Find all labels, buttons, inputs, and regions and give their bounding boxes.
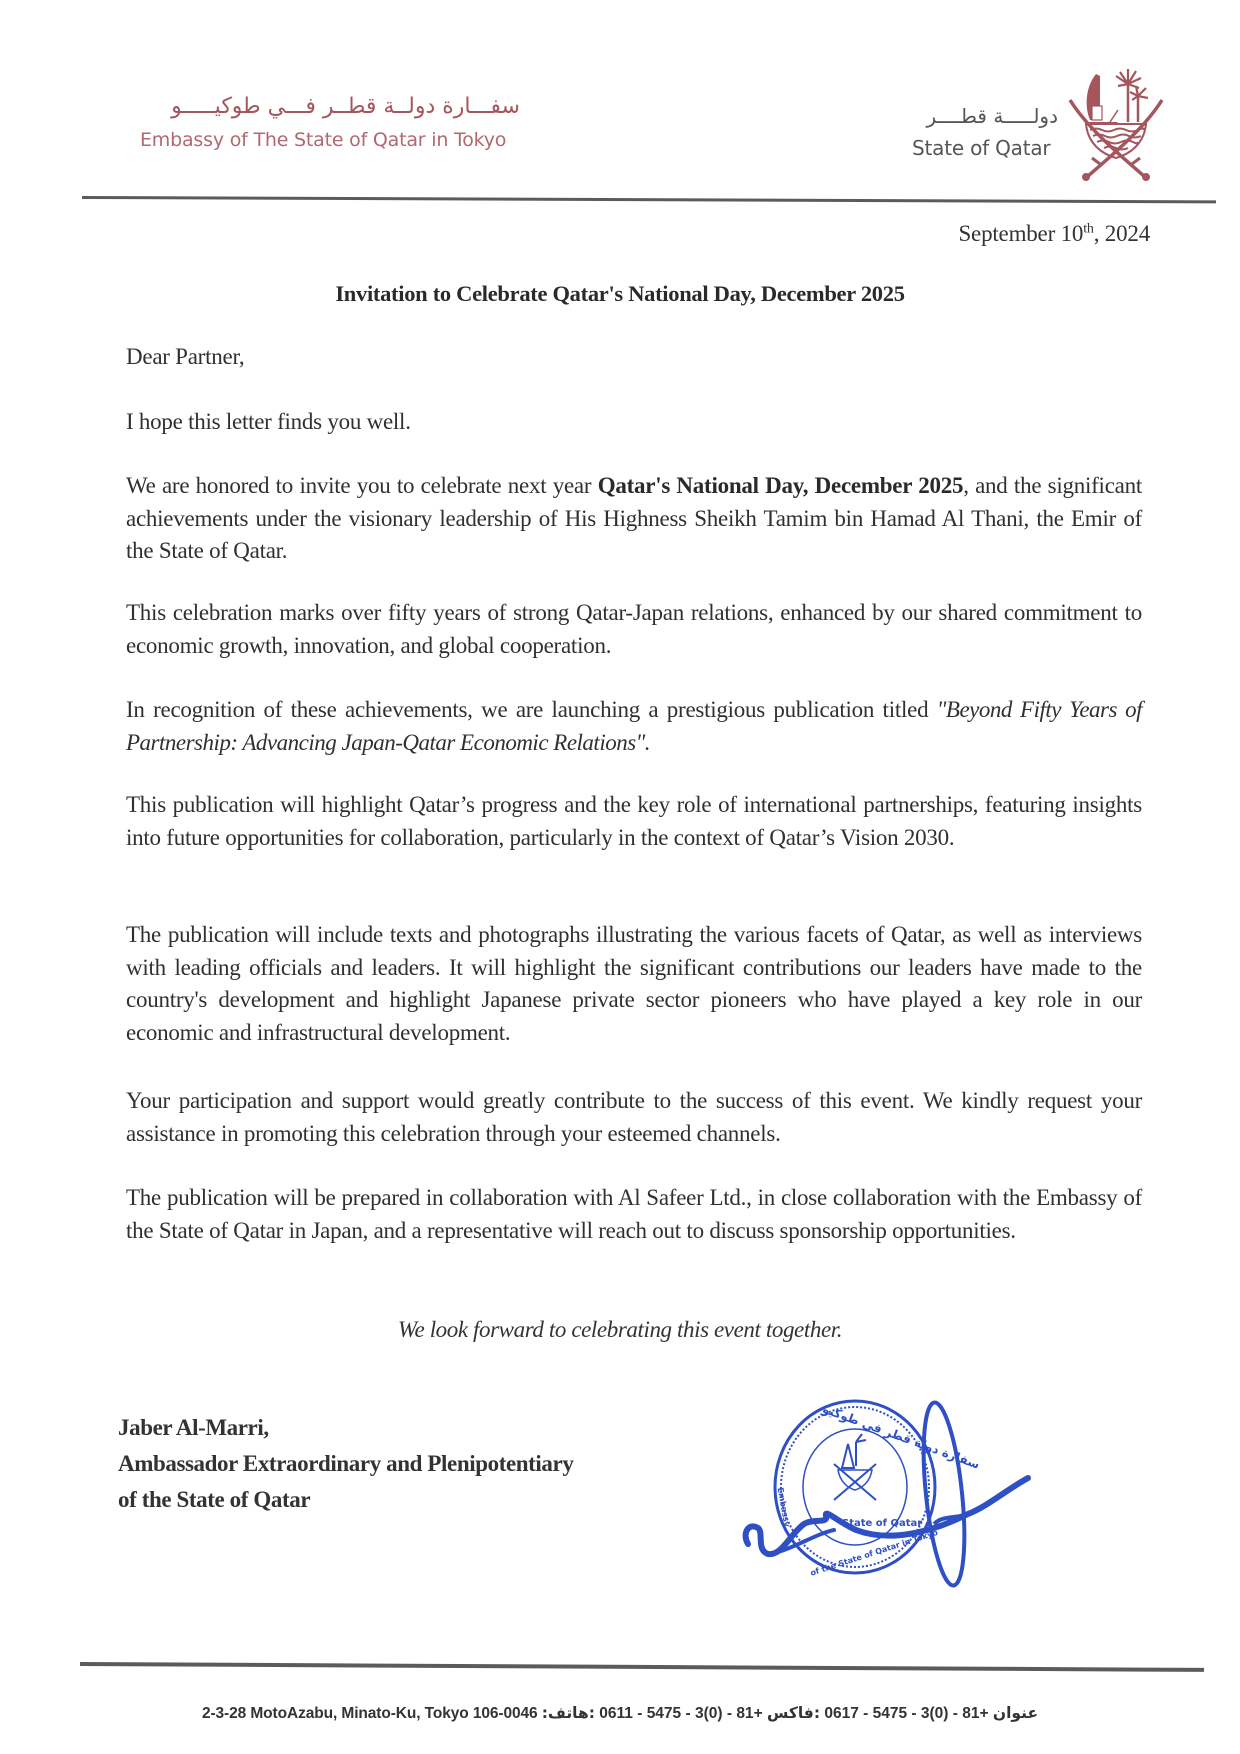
- paragraph-collaboration: The publication will be prepared in collaboration with Al Safeer Ltd., in close collaboration with the Embassy of the State of Qatar in Japan, and a representative will reach out to discuss sponsorship opportunities.: [126, 1185, 1142, 1243]
- event-name-bold: Qatar's National Day, December 2025: [597, 473, 964, 498]
- paragraph-text: In recognition of these achievements, we are launching a prestigious publication titled: [126, 697, 937, 722]
- footer-divider: [80, 1662, 1204, 1672]
- letter-date: [958, 221, 1150, 247]
- footer-address-label: :عنوان: [541, 1704, 1039, 1722]
- footer-address: 2-3-28 MotoAzabu, Minato-Ku, Tokyo 106-0046: [201, 1705, 538, 1722]
- header-divider: [82, 196, 1216, 203]
- paragraph-text: We are honored to invite you to celebrate next year: [126, 473, 598, 498]
- official-stamp-icon: [738, 1394, 1068, 1594]
- state-name-arabic: دولـــــة قطــــر: [926, 104, 1058, 128]
- footer-phone-label: :هاتف: [547, 1704, 595, 1722]
- embassy-name-arabic: سفـــارة دولــة قطــر فـــي طوكيـــــو: [171, 94, 520, 119]
- stamp-label: State of Qatar: [842, 1518, 923, 1529]
- paragraph-participation: Your participation and support would greatly contribute to the success of this event. We kindly request your assistance in promoting this celebration through your esteemed channels.: [126, 1088, 1142, 1146]
- letter-title: Invitation to Celebrate Qatar's National Day, December 2025: [335, 281, 905, 306]
- paragraph-invitation: [126, 470, 1142, 568]
- paragraph-text: , and the significant achievements under the visionary leadership of His Highness Sheikh Tamim bin Hamad Al Thani, the Emir of the State of Qatar.: [126, 473, 1143, 564]
- date-year: , 2024: [1093, 221, 1150, 246]
- svg-text:سفارة دولة قطر في طوكيو: سفارة دولة قطر في طوكيو: [820, 1401, 982, 1472]
- opening-line: I hope this letter finds you well.: [126, 409, 411, 434]
- svg-text:of the State of Qatar in Tokyo: of the State of Qatar in Tokyo: [809, 1527, 939, 1578]
- signatory-title: Ambassador Extraordinary and Plenipotentiary: [118, 1451, 574, 1476]
- qatar-emblem-icon: [1066, 66, 1166, 184]
- footer-fax-label: :فاكس: [766, 1704, 821, 1722]
- footer-phone: +81 - (0)3 - 5475 - 0611: [599, 1705, 763, 1722]
- date-ordinal: th: [1083, 221, 1094, 237]
- paragraph-highlights: This publication will highlight Qatar’s progress and the key role of international partnerships, featuring insights into future opportunities for collaboration, particularly in the context of Qatar’s Vision 2030.: [126, 792, 1142, 850]
- salutation: Dear Partner,: [126, 344, 245, 369]
- svg-text:Embassy: Embassy: [775, 1486, 792, 1528]
- paragraph-contents: The publication will include texts and photographs illustrating the various facets of Qatar, as well as interviews with leading officials and leaders. It will highlight the significant contributions our leaders have made to the country's development and highlight Japanese private sector pioneers who have played a key role in our economic and infrastructural development.: [126, 922, 1142, 1045]
- date-day: September 10: [958, 221, 1084, 246]
- embassy-name-english: Embassy of The State of Qatar in Tokyo: [140, 129, 507, 151]
- paragraph-relations: This celebration marks over fifty years of strong Qatar-Japan relations, enhanced by our shared commitment to economic growth, innovation, and global cooperation.: [126, 600, 1142, 658]
- state-name-english: State of Qatar: [912, 136, 1051, 160]
- footer-fax: +81 - (0)3 - 5475 - 0617: [824, 1705, 989, 1722]
- footer-contact: [0, 1704, 1240, 1723]
- paragraph-publication-title: [126, 694, 1142, 759]
- publication-title-italic: "Beyond Fifty Years of Partnership: Advancing Japan-Qatar Economic Relations".: [126, 697, 1142, 755]
- signatory-title-line2: of the State of Qatar: [118, 1487, 311, 1512]
- signatory-name: Jaber Al-Marri,: [118, 1415, 269, 1440]
- closing-line: We look forward to celebrating this event together.: [397, 1317, 843, 1342]
